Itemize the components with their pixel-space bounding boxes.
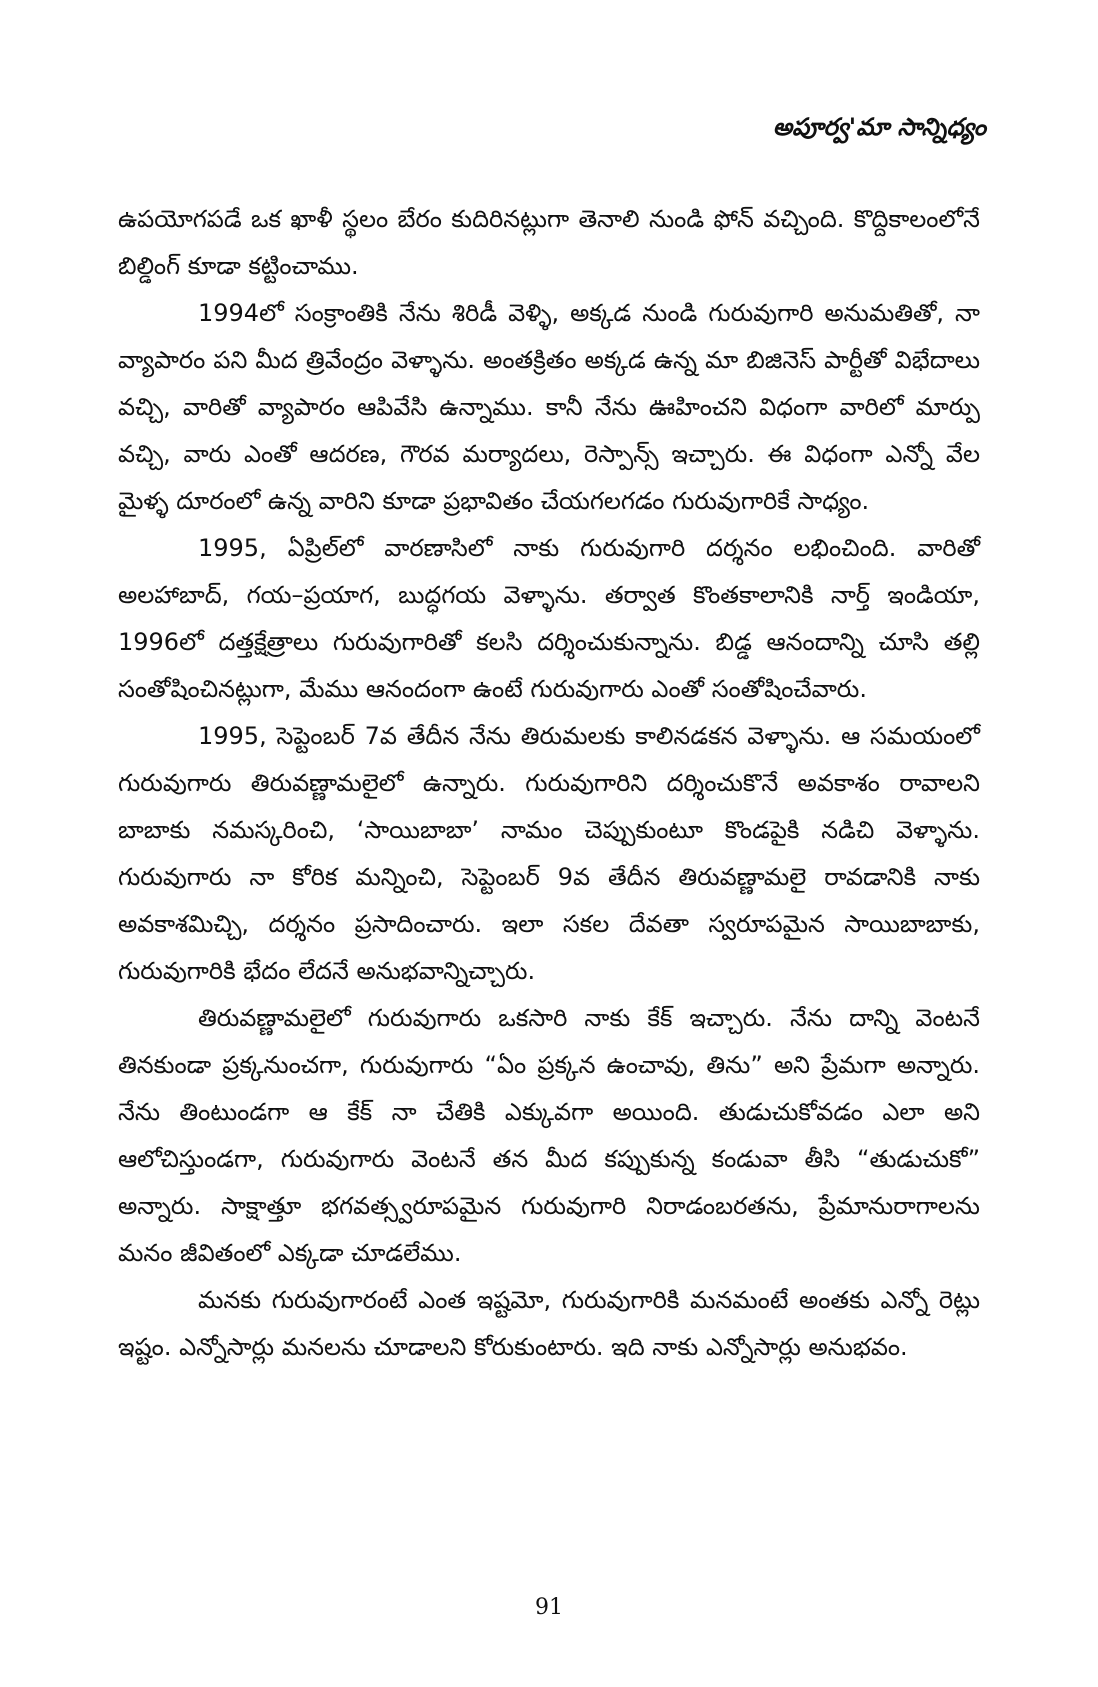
- paragraph-1: ఉపయోగపడే ఒక ఖాళీ స్థలం బేరం కుదిరినట్లుగా తెనాలి నుండి ఫోన్ వచ్చింది. కొద్దికాలంలోనే బిల్డింగ్ కూడా కట్టించాము.: [118, 205, 980, 280]
- paragraph-6: మనకు గురువుగారంటే ఎంత ఇష్టమో, గురువుగారికి మనమంటే అంతకు ఎన్నో రెట్లు ఇష్టం. ఎన్నోసార్లు మనలను చూడాలని కోరుకుంటారు. ఇది నాకు ఎన్నోసార్లు అనుభవం.: [118, 1286, 980, 1361]
- paragraph-2: 1994లో సంక్రాంతికి నేను శిరిడీ వెళ్ళి, అక్కడ నుండి గురువుగారి అనుమతితో, నా వ్యాపారం పని మీద త్రివేంద్రం వెళ్ళాను. అంతక్రితం అక్కడ ఉన్న మా బిజినెస్ పార్టీతో విభేదాలు వచ్చి, వారితో వ్యాపారం ఆపివేసి ఉన్నాము. కానీ నేను ఊహించని విధంగా వారిలో మార్పు వచ్చి, వారు ఎంతో ఆదరణ, గౌరవ మర్యాదలు, రెస్పాన్స్ ఇచ్చారు. ఈ విధంగా ఎన్నో వేల మైళ్ళ దూరంలో ఉన్న వారిని కూడా ప్రభావితం చేయగలగడం గురువుగారికే సాధ్యం.: [118, 299, 980, 515]
- paragraph-4: 1995, సెప్టెంబర్ 7వ తేదీన నేను తిరుమలకు కాలినడకన వెళ్ళాను. ఆ సమయంలో గురువుగారు తిరువణ్ణామలైలో ఉన్నారు. గురువుగారిని దర్శించుకొనే అవకాశం రావాలని బాబాకు నమస్కరించి, ‘సాయిబాబా’ నామం చెప్పుకుంటూ కొండపైకి నడిచి వెళ్ళాను. గురువుగారు నా కోరిక మన్నించి, సెప్టెంబర్ 9వ తేదీన తిరువణ్ణామలై రావడానికి నాకు అవకాశమిచ్చి, దర్శనం ప్రసాదించారు. ఇలా సకల దేవతా స్వరూపమైన సాయిబాబాకు, గురువుగారికి భేదం లేదనే అనుభవాన్నిచ్చారు.: [118, 722, 980, 985]
- page-number: 91: [535, 1595, 563, 1620]
- body-text: [118, 196, 980, 1371]
- running-header: అపూర్వ'మా సాన్నిధ్యం: [772, 113, 986, 141]
- paragraph-3: 1995, ఏప్రిల్‌లో వారణాసిలో నాకు గురువుగారి దర్శనం లభించింది. వారితో అలహాబాద్, గయ–ప్రయాగ, బుద్ధగయ వెళ్ళాను. తర్వాత కొంతకాలానికి నార్త్ ఇండియా, 1996లో దత్తక్షేత్రాలు గురువుగారితో కలసి దర్శించుకున్నాను. బిడ్డ ఆనందాన్ని చూసి తల్లి సంతోషించినట్లుగా, మేము ఆనందంగా ఉంటే గురువుగారు ఎంతో సంతోషించేవారు.: [118, 534, 980, 703]
- paragraph-5: తిరువణ్ణామలైలో గురువుగారు ఒకసారి నాకు కేక్ ఇచ్చారు. నేను దాన్ని వెంటనే తినకుండా ప్రక్కనుంచగా, గురువుగారు “ఏం ప్రక్కన ఉంచావు, తిను” అని ప్రేమగా అన్నారు. నేను తింటుండగా ఆ కేక్ నా చేతికి ఎక్కువగా అయింది. తుడుచుకోవడం ఎలా అని ఆలోచిస్తుండగా, గురువుగారు వెంటనే తన మీద కప్పుకున్న కండువా తీసి “తుడుచుకో” అన్నారు. సాక్షాత్తూ భగవత్స్వరూపమైన గురువుగారి నిరాడంబరతను, ప్రేమానురాగాలను మనం జీవితంలో ఎక్కడా చూడలేము.: [118, 1004, 980, 1267]
